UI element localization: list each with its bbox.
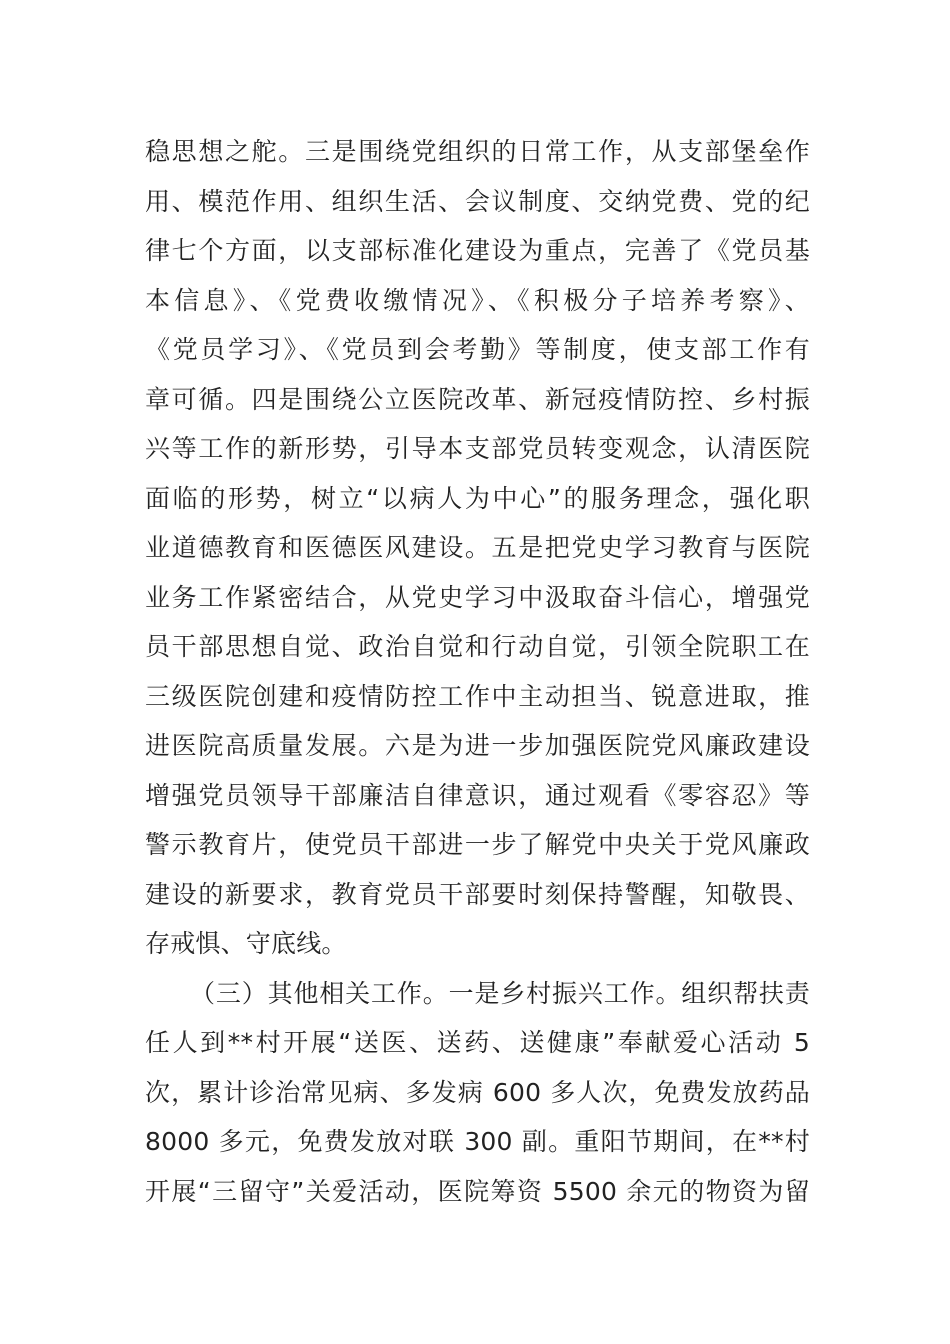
text-line: 增强党员领导干部廉洁自律意识，通过观看《零容忍》等 — [145, 781, 810, 810]
text-line: 8000 多元，免费发放对联 300 副。重阳节期间，在**村 — [145, 1127, 810, 1156]
text-line: 章可循。四是围绕公立医院改革、新冠疫情防控、乡村振 — [145, 385, 810, 414]
text-line: 任人到**村开展“送医、送药、送健康”奉献爱心活动 5 — [145, 1028, 810, 1057]
text-line: 业道德教育和医德医风建设。五是把党史学习教育与医院 — [145, 533, 810, 562]
text-line: 次，累计诊治常见病、多发病 600 多人次，免费发放药品 — [145, 1078, 810, 1107]
text-line: 兴等工作的新形势，引导本支部党员转变观念，认清医院 — [145, 434, 810, 463]
text-line: 《党员学习》、《党员到会考勤》等制度，使支部工作有 — [145, 335, 810, 364]
text-line: 面临的形势，树立“以病人为中心”的服务理念，强化职 — [145, 484, 810, 513]
text-line: 警示教育片，使党员干部进一步了解党中央关于党风廉政 — [145, 830, 810, 859]
text-line: 员干部思想自觉、政治自觉和行动自觉，引领全院职工在 — [145, 632, 810, 661]
text-line-paragraph-end: 存戒惧、守底线。 — [145, 929, 347, 958]
text-line-paragraph-start: （三）其他相关工作。一是乡村振兴工作。组织帮扶责 — [190, 979, 810, 1008]
text-line: 进医院高质量发展。六是为进一步加强医院党风廉政建设 — [145, 731, 810, 760]
text-line: 开展“三留守”关爱活动，医院筹资 5500 余元的物资为留 — [145, 1177, 810, 1206]
text-line: 建设的新要求，教育党员干部要时刻保持警醒，知敬畏、 — [145, 880, 810, 909]
text-line: 业务工作紧密结合，从党史学习中汲取奋斗信心，增强党 — [145, 583, 810, 612]
text-line: 律七个方面，以支部标准化建设为重点，完善了《党员基 — [145, 236, 810, 265]
text-line: 本信息》、《党费收缴情况》、《积极分子培养考察》、 — [145, 286, 810, 315]
text-line: 用、模范作用、组织生活、会议制度、交纳党费、党的纪 — [145, 187, 810, 216]
text-line: 稳思想之舵。三是围绕党组织的日常工作，从支部堡垒作 — [145, 137, 810, 166]
text-line: 三级医院创建和疫情防控工作中主动担当、锐意进取，推 — [145, 682, 810, 711]
